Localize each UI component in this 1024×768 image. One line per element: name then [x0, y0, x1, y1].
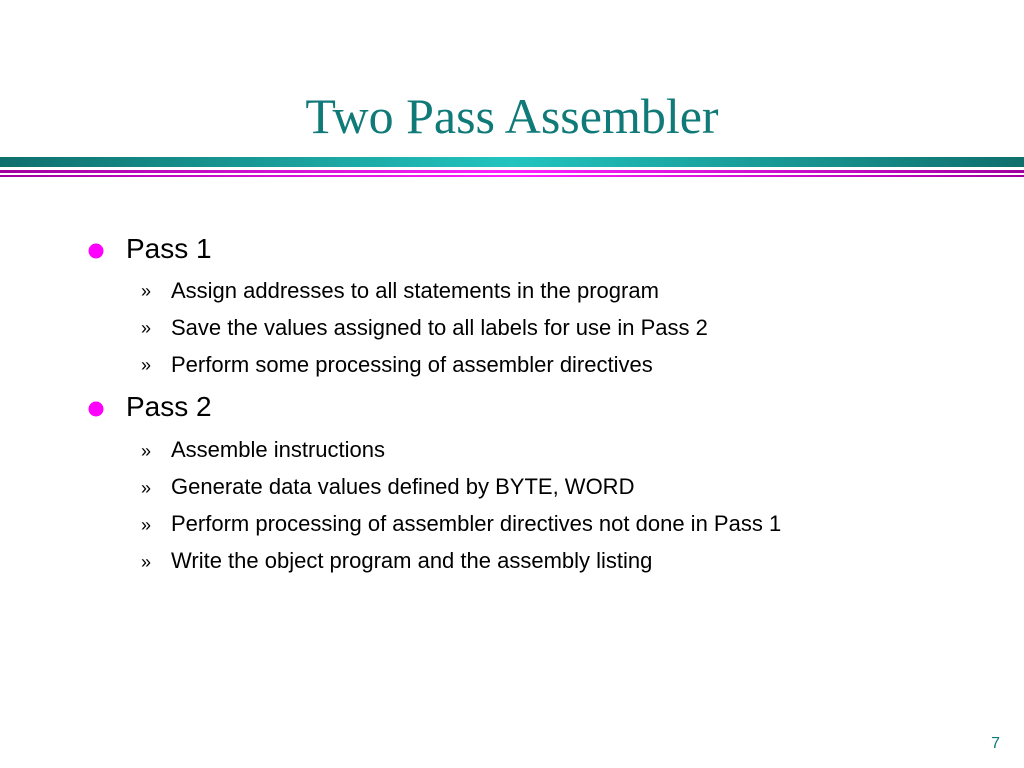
pass-1-item: Perform some processing of assembler directives [171, 352, 653, 377]
bullet-dot-icon [88, 243, 104, 259]
pass-2-item: Write the object program and the assembly listing [171, 548, 653, 573]
sub-marker-icon: » [141, 515, 152, 535]
pass-2-item: Assemble instructions [171, 437, 385, 462]
bullet-label-pass-2: Pass 2 [126, 391, 212, 422]
sub-marker-icon: » [141, 318, 152, 338]
sub-marker-icon: » [141, 478, 152, 498]
sub-marker-icon: » [141, 355, 152, 375]
sub-marker-icon: » [141, 441, 152, 461]
bullet-label-pass-1: Pass 1 [126, 233, 212, 264]
sub-marker-icon: » [141, 552, 152, 572]
pass-1-item: Save the values assigned to all labels for use in Pass 2 [171, 315, 708, 340]
bullet-dot-icon [88, 401, 104, 417]
pass-1-item: Assign addresses to all statements in the program [171, 278, 659, 303]
pass-2-item: Generate data values defined by BYTE, WORD [171, 474, 635, 499]
sub-marker-icon: » [141, 281, 152, 301]
page-number: 7 [991, 735, 1000, 752]
pass-2-item: Perform processing of assembler directives not done in Pass 1 [171, 511, 782, 536]
slide-title: Two Pass Assembler [305, 88, 719, 144]
